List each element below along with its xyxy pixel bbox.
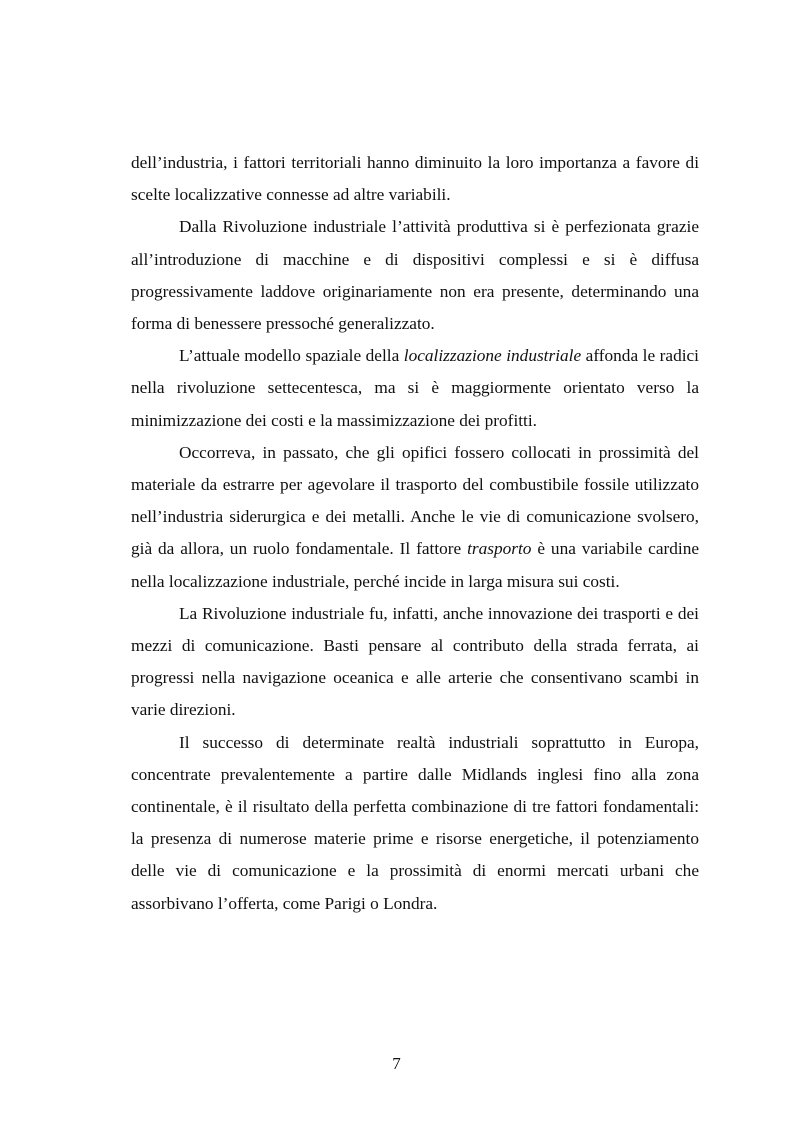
text-run: Il successo di determinate realtà industriali soprattutto in Europa, concentrate prevalentemente a partire dalle Midlands inglesi fino alla zona continentale, è il risultato della perfetta combinazione di tre fattori fondamentali: la presenza di numerose materie prime e risorse energetiche, il potenziamento delle vie di comunicazione e la prossimità di enormi mercati urbani che assorbivano l’offerta, come Parigi o Londra. [131, 732, 699, 913]
paragraph [131, 727, 699, 920]
text-run: affonda le radici nella rivoluzione settecentesca, ma si è maggiormente orientato verso la minimizzazione dei costi e la massimizzazione dei profitti. [131, 346, 699, 430]
text-run: dell’industria, i fattori territoriali hanno diminuito la loro importanza a favore di scelte localizzative connesse ad altre variabili. [131, 153, 699, 205]
paragraph [131, 147, 699, 211]
paragraph [131, 437, 699, 598]
text-run: Dalla Rivoluzione industriale l’attività produttiva si è perfezionata grazie all’introduzione di macchine e di dispositivi complessi e si è diffusa progressivamente laddove originariamente non era presente, determinando una forma di benessere pressoché generalizzato. [131, 217, 699, 334]
italic-term: localizzazione industriale [403, 346, 582, 366]
paragraph [131, 340, 699, 437]
italic-term: trasporto [467, 539, 532, 559]
page-number: 7 [392, 1054, 401, 1073]
paragraph [131, 598, 699, 727]
text-run: è una variabile cardine nella localizzazione industriale, perché incide in larga misura sui costi. [131, 539, 699, 591]
body-text [131, 147, 699, 920]
text-run: Occorreva, in passato, che gli opifici fossero collocati in prossimità del materiale da estrarre per agevolare il trasporto del combustibile fossile utilizzato nell’industria siderurgica e dei metalli. Anche le vie di comunicazione svolsero, già da allora, un ruolo fondamentale. Il fattore [131, 442, 699, 559]
text-run: L’attuale modello spaziale della [179, 346, 404, 366]
text-run: La Rivoluzione industriale fu, infatti, anche innovazione dei trasporti e dei mezzi di comunicazione. Basti pensare al contributo della strada ferrata, ai progressi nella navigazione oceanica e alle arterie che consentivano scambi in varie direzioni. [131, 603, 699, 720]
paragraph [131, 211, 699, 340]
